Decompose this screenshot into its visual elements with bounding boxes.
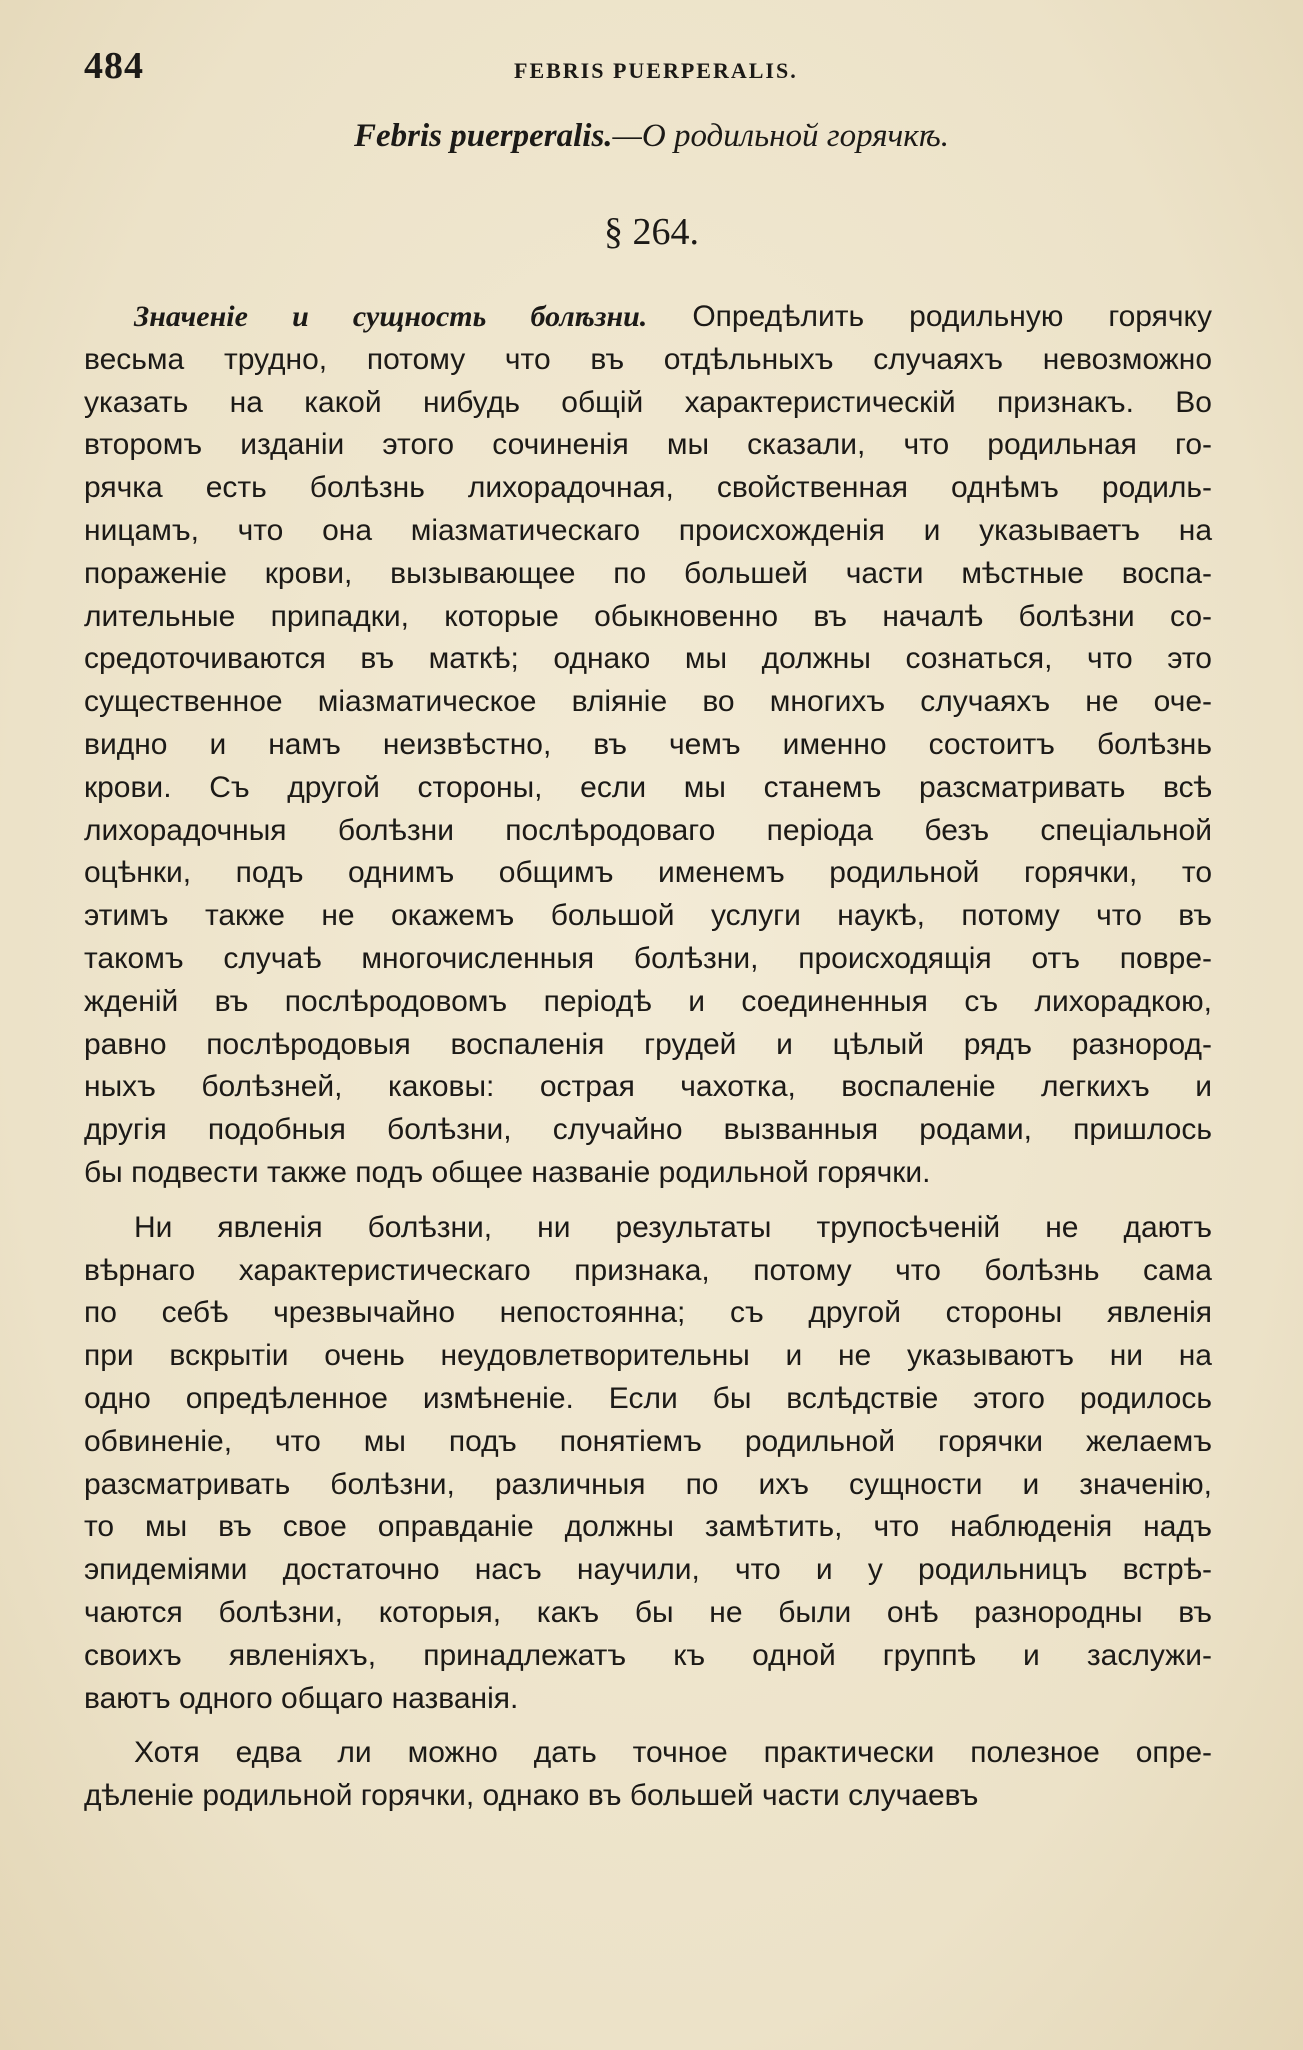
section-number: § 264. xyxy=(604,211,699,253)
line-text: этимъ также не окажемъ большой услуги наукѣ, потому что въ xyxy=(84,899,1212,933)
text-line xyxy=(84,1207,1212,1250)
line-text: своихъ явленіяхъ, принадлежатъ къ одной группѣ и заслужи- xyxy=(84,1638,1212,1672)
line-text: жденій въ послѣродовомъ періодѣ и соединенныя съ лихорадкою, xyxy=(84,984,1212,1018)
line-text: оцѣнки, подъ однимъ общимъ именемъ родильной горячки, то xyxy=(84,856,1212,890)
line-text: при вскрытіи очень неудовлетворительны и не указываютъ ни на xyxy=(84,1339,1212,1373)
line-text: разсматривать болѣзни, различныя по ихъ сущности и значенію, xyxy=(84,1467,1212,1501)
line-text: то мы въ свое оправданіе должны замѣтить, что наблюденія надъ xyxy=(84,1510,1212,1544)
text-line xyxy=(84,767,1212,810)
line-text: лительные припадки, которые обыкновенно въ началѣ болѣзни со- xyxy=(84,599,1212,633)
text-line xyxy=(84,296,1212,339)
text-line xyxy=(84,1635,1212,1678)
text-line xyxy=(84,1592,1212,1635)
line-text: существенное міазматическое вліяніе во многихъ случаяхъ не оче- xyxy=(84,685,1212,719)
article-title xyxy=(0,118,1303,155)
text-line xyxy=(84,382,1212,425)
text-line xyxy=(84,1421,1212,1464)
running-head: FEBRIS PUERPERALIS. xyxy=(514,58,798,83)
text-line xyxy=(84,724,1212,767)
line-text: одно опредѣленное измѣненіе. Если бы вслѣдствіе этого родилось xyxy=(84,1381,1212,1415)
line-text: Ни явленія болѣзни, ни результаты трупосѣченій не даютъ xyxy=(134,1210,1212,1244)
text-line xyxy=(84,1152,1212,1195)
text-line xyxy=(84,1024,1212,1067)
line-text: ницамъ, что она міазматическаго происхожденія и указываетъ на xyxy=(84,513,1212,547)
text-line xyxy=(84,510,1212,553)
line-text: второмъ изданіи этого сочиненія мы сказали, что родильная го- xyxy=(84,428,1212,462)
text-line xyxy=(84,1109,1212,1152)
line-text: весьма трудно, потому что въ отдѣльныхъ случаяхъ невозможно xyxy=(84,342,1212,376)
line-text: равно послѣродовыя воспаленія грудей и цѣлый рядъ разнород- xyxy=(84,1027,1212,1061)
line-text: чаются болѣзни, которыя, какъ бы не были онѣ разнородны въ xyxy=(84,1595,1212,1629)
paragraph-lead-heading: Значеніе и сущность болѣзни. xyxy=(134,300,648,333)
text-line xyxy=(84,1678,1212,1721)
text-line xyxy=(84,1250,1212,1293)
paragraph xyxy=(84,1732,1212,1818)
text-line xyxy=(84,981,1212,1024)
text-line xyxy=(84,553,1212,596)
line-text: средоточиваются въ маткѣ; однако мы должны сознаться, что это xyxy=(84,642,1212,676)
line-text: видно и намъ неизвѣстно, въ чемъ именно состоитъ болѣзнь xyxy=(84,727,1212,761)
line-text: указать на какой нибудь общій характеристическій признакъ. Во xyxy=(84,385,1212,419)
text-line xyxy=(84,596,1212,639)
line-text: бы подвести также подъ общее названіе родильной горячки. xyxy=(84,1155,931,1189)
line-text: пораженіе крови, вызывающее по большей части мѣстные воспа- xyxy=(84,556,1212,590)
text-line xyxy=(84,895,1212,938)
text-line xyxy=(84,1378,1212,1421)
text-line xyxy=(84,1335,1212,1378)
text-line xyxy=(84,467,1212,510)
line-text: по себѣ чрезвычайно непостоянна; съ другой стороны явленія xyxy=(84,1296,1212,1330)
line-text: рячка есть болѣзнь лихорадочная, свойственная однѣмъ родиль- xyxy=(84,471,1212,505)
page-number: 484 xyxy=(84,45,144,87)
text-line xyxy=(84,1506,1212,1549)
page-header xyxy=(84,44,1244,94)
line-text: такомъ случаѣ многочисленныя болѣзни, происходящія отъ повре- xyxy=(84,941,1212,975)
text-line xyxy=(84,638,1212,681)
line-text: обвиненіе, что мы подъ понятіемъ родильной горячки желаемъ xyxy=(84,1424,1212,1458)
text-line xyxy=(84,1066,1212,1109)
title-latin: Febris puerperalis. xyxy=(354,118,613,154)
text-line xyxy=(84,681,1212,724)
body-text xyxy=(84,296,1212,1830)
text-line xyxy=(84,424,1212,467)
line-text: Опредѣлить родильную горячку xyxy=(647,300,1212,333)
line-text: ныхъ болѣзней, каковы: острая чахотка, воспаленіе легкихъ и xyxy=(84,1070,1212,1104)
line-text: вѣрнаго характеристическаго признака, потому что болѣзнь сама xyxy=(84,1253,1212,1287)
line-text: ваютъ одного общаго названія. xyxy=(84,1681,519,1715)
line-text: крови. Съ другой стороны, если мы станемъ разсматривать всѣ xyxy=(84,770,1212,804)
paragraph xyxy=(84,1207,1212,1721)
line-text: другія подобныя болѣзни, случайно вызванныя родами, пришлось xyxy=(84,1113,1212,1147)
text-line xyxy=(84,938,1212,981)
title-russian: —О родильной горячкѣ. xyxy=(612,118,949,154)
line-text: Хотя едва ли можно дать точное практически полезное опре- xyxy=(134,1736,1212,1770)
text-line xyxy=(84,1549,1212,1592)
text-line xyxy=(84,339,1212,382)
text-line xyxy=(84,1292,1212,1335)
line-text: лихорадочныя болѣзни послѣродоваго періода безъ спеціальной xyxy=(84,813,1212,847)
line-text: дѣленіе родильной горячки, однако въ большей части случаевъ xyxy=(84,1779,979,1813)
paragraph xyxy=(84,296,1212,1195)
text-line xyxy=(84,1775,1212,1818)
text-line xyxy=(84,1464,1212,1507)
text-line xyxy=(84,1732,1212,1775)
text-line xyxy=(84,852,1212,895)
line-text: эпидеміями достаточно насъ научили, что и у родильницъ встрѣ- xyxy=(84,1553,1212,1587)
text-line xyxy=(84,810,1212,853)
